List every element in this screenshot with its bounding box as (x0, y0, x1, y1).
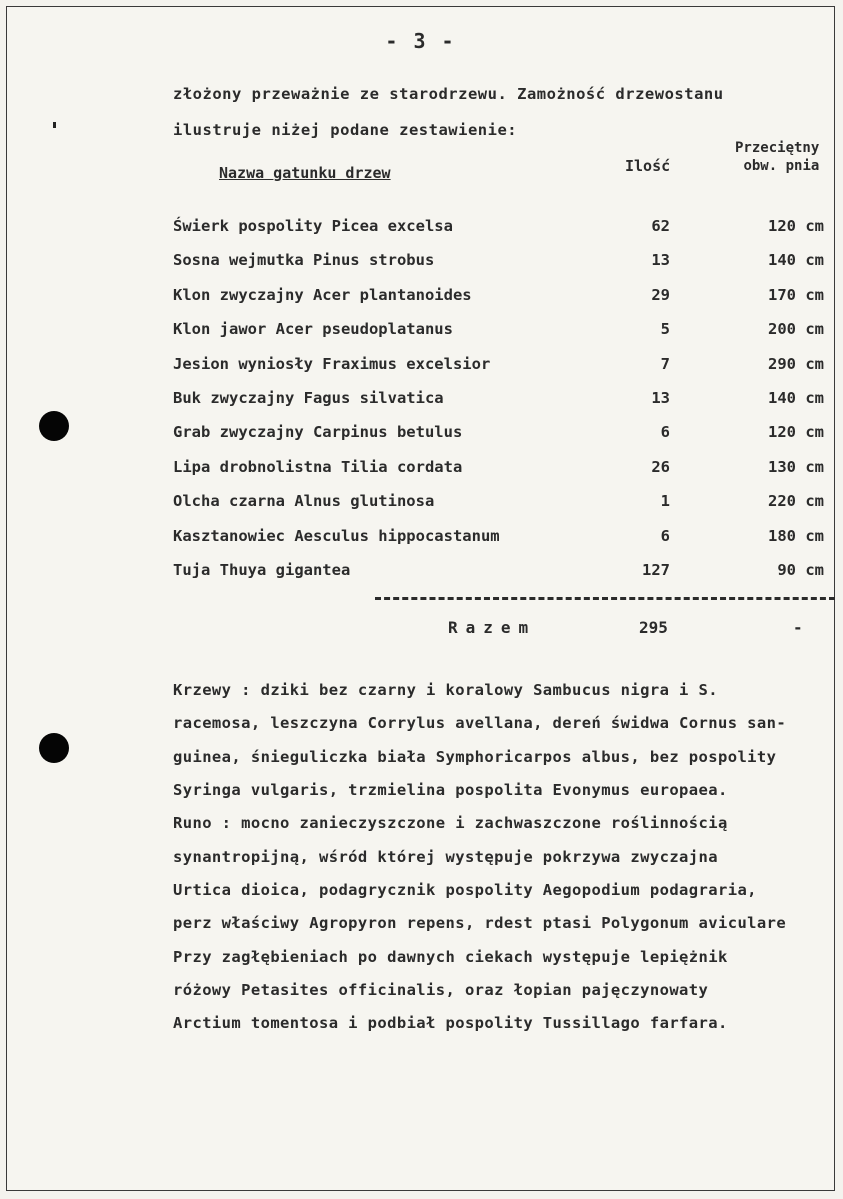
species-quantity: 1 (660, 492, 670, 510)
species-average-girth: 120 cm (768, 423, 824, 441)
total-divider (375, 597, 835, 600)
paragraph-line: Syringa vulgaris, trzmielina pospolita Evonymus europaea. (173, 781, 728, 799)
species-quantity: 13 (651, 389, 670, 407)
species-name: Klon zwyczajny Acer plantanoides (173, 286, 472, 304)
species-average-girth: 90 cm (777, 561, 824, 579)
species-average-girth: 140 cm (768, 251, 824, 269)
paragraph-line: Przy zagłębieniach po dawnych ciekach występuje lepiężnik (173, 948, 728, 966)
species-quantity: 5 (660, 320, 670, 338)
paragraph-line: Urtica dioica, podagrycznik pospolity Aegopodium podagraria, (173, 881, 757, 899)
document-page (6, 6, 835, 1191)
table-row (7, 561, 836, 587)
species-quantity: 127 (642, 561, 670, 579)
punch-hole (39, 411, 69, 441)
paragraph-line: racemosa, leszczyna Corrylus avellana, dereń świdwa Cornus san- (173, 714, 787, 732)
margin-mark (53, 122, 56, 128)
paragraph-line: różowy Petasites officinalis, oraz łopian pajęczynowaty (173, 981, 709, 999)
table-row (7, 389, 836, 415)
species-average-girth: 290 cm (768, 355, 824, 373)
species-average-girth: 120 cm (768, 217, 824, 235)
intro-line-1: złożony przeważnie ze starodrzewu. Zamożność drzewostanu (173, 85, 724, 103)
table-row (7, 320, 836, 346)
species-name: Świerk pospolity Picea excelsa (173, 217, 453, 235)
header-species-name: Nazwa gatunku drzew (219, 164, 391, 182)
table-row (7, 217, 836, 243)
species-quantity: 13 (651, 251, 670, 269)
paragraph-line: perz właściwy Agropyron repens, rdest ptasi Polygonum aviculare (173, 914, 787, 932)
species-quantity: 7 (660, 355, 670, 373)
species-name: Lipa drobnolistna Tilia cordata (173, 458, 463, 476)
species-name: Kasztanowiec Aesculus hippocastanum (173, 527, 500, 545)
paragraph-line: Runo : mocno zanieczyszczone i zachwaszczone roślinnością (173, 814, 728, 832)
total-quantity: 295 (639, 618, 668, 637)
table-row (7, 286, 836, 312)
species-name: Sosna wejmutka Pinus strobus (173, 251, 435, 269)
species-average-girth: 130 cm (768, 458, 824, 476)
species-average-girth: 140 cm (768, 389, 824, 407)
species-quantity: 6 (660, 527, 670, 545)
paragraph-line: synantropijną, wśród której występuje pokrzywa zwyczajna (173, 848, 718, 866)
species-average-girth: 170 cm (768, 286, 824, 304)
species-name: Olcha czarna Alnus glutinosa (173, 492, 435, 510)
species-quantity: 62 (651, 217, 670, 235)
species-name: Buk zwyczajny Fagus silvatica (173, 389, 444, 407)
header-average-girth-line-2: obw. pnia (743, 158, 820, 174)
species-quantity: 26 (651, 458, 670, 476)
paragraph-line: Krzewy : dziki bez czarny i koralowy Sambucus nigra i S. (173, 681, 718, 699)
header-average-girth (735, 139, 819, 175)
table-row (7, 423, 836, 449)
paragraph-line: Arctium tomentosa i podbiał pospolity Tussillago farfara. (173, 1014, 728, 1032)
species-name: Klon jawor Acer pseudoplatanus (173, 320, 453, 338)
species-average-girth: 200 cm (768, 320, 824, 338)
punch-hole (39, 733, 69, 763)
header-quantity: Ilość (625, 157, 671, 175)
species-quantity: 29 (651, 286, 670, 304)
intro-line-2: ilustruje niżej podane zestawienie: (173, 121, 518, 139)
total-average-girth: - (793, 618, 803, 637)
species-average-girth: 220 cm (768, 492, 824, 510)
species-name: Tuja Thuya gigantea (173, 561, 351, 579)
table-row (7, 527, 836, 553)
paragraph-line: guinea, śnieguliczka biała Symphoricarpos albus, bez pospolity (173, 748, 777, 766)
table-row (7, 492, 836, 518)
species-name: Jesion wyniosły Fraximus excelsior (173, 355, 491, 373)
table-row (7, 458, 836, 484)
species-average-girth: 180 cm (768, 527, 824, 545)
species-quantity: 6 (660, 423, 670, 441)
species-name: Grab zwyczajny Carpinus betulus (173, 423, 463, 441)
header-average-girth-line-1: Przeciętny (735, 140, 820, 156)
table-row (7, 355, 836, 381)
total-label: Razem (448, 618, 537, 637)
table-row (7, 251, 836, 277)
page-number: - 3 - (385, 29, 456, 53)
